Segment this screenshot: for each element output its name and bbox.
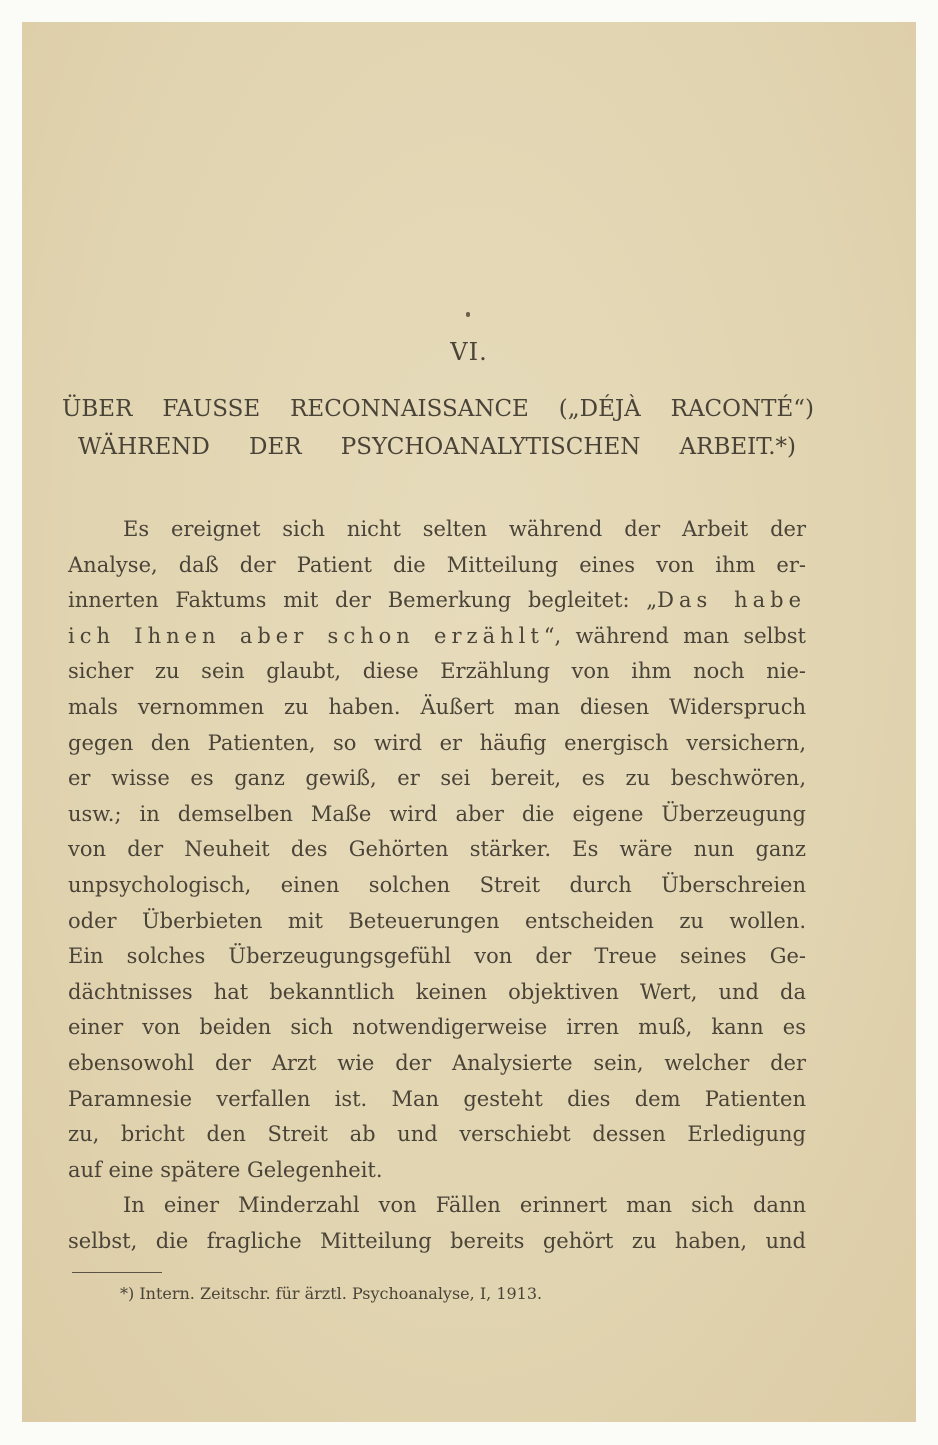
text-segment: usw.; in demselben Maße wird aber die eigene Überzeugung (68, 801, 806, 826)
footnote: *) Intern. Zeitschr. für ärztl. Psychoanalyse, I, 1913. (120, 1284, 543, 1303)
text-segment: mals vernommen zu haben. Äußert man diesen Widerspruch (68, 694, 806, 719)
ink-speck (466, 312, 470, 317)
text-segment: Paramnesie verfallen ist. Man gesteht dies dem Patienten (68, 1086, 806, 1111)
text-line (68, 548, 806, 584)
text-segment: Es ereignet sich nicht selten während der Arbeit der (123, 517, 806, 541)
text-segment: unpsychologisch, einen solchen Streit durch Überschreien (68, 872, 806, 897)
text-line (68, 904, 806, 940)
body-text (68, 512, 806, 1259)
text-line (68, 1046, 806, 1082)
text-segment: Ein solches Überzeugungsgefühl von der Treue seines Ge- (68, 944, 806, 969)
footnote-rule (72, 1272, 162, 1273)
text-line (68, 1188, 806, 1224)
text-line (68, 690, 806, 726)
text-line (68, 761, 806, 797)
text-segment: “, während man selbst (543, 623, 806, 648)
text-line (68, 975, 806, 1011)
text-segment: innerten Faktums mit der Bemerkung begleitet: „ (68, 588, 658, 613)
text-line (68, 1082, 806, 1118)
text-segment: sicher zu sein glaubt, diese Erzählung von ihm noch nie- (68, 659, 806, 684)
text-line (68, 1224, 806, 1260)
text-line (68, 868, 806, 904)
chapter-number: VI. (450, 338, 488, 366)
text-segment: Analyse, daß der Patient die Mitteilung eines von ihm er- (68, 552, 806, 577)
spaced-emphasis-text: Das habe (657, 588, 806, 613)
text-segment: dächtnisses hat bekanntlich keinen objektiven Wert, und da (68, 979, 806, 1004)
text-segment: In einer Minderzahl von Fällen erinnert man sich dann (123, 1193, 806, 1218)
text-line (68, 512, 806, 548)
text-line (68, 797, 806, 833)
text-segment: oder Überbieten mit Beteuerungen entscheiden zu wollen. (68, 908, 806, 933)
text-segment: er wisse es ganz gewiß, er sei bereit, es zu beschwören, (68, 766, 806, 791)
text-segment: von der Neuheit des Gehörten stärker. Es wäre nun ganz (68, 837, 806, 862)
text-line (68, 832, 806, 868)
text-segment: auf eine spätere Gelegenheit. (68, 1157, 383, 1182)
text-segment: selbst, die fragliche Mitteilung bereits gehört zu haben, und (68, 1228, 806, 1253)
text-line (68, 1153, 806, 1189)
book-page (22, 22, 916, 1422)
text-line (68, 1010, 806, 1046)
chapter-title-line-2: WÄHREND DER PSYCHOANALYTISCHEN ARBEIT.*) (78, 434, 796, 460)
text-line (68, 1117, 806, 1153)
text-line (68, 619, 806, 655)
spaced-emphasis-text: ich Ihnen aber schon erzählt (68, 623, 544, 648)
text-line (68, 939, 806, 975)
text-segment: zu, bricht den Streit ab und verschiebt dessen Erledigung (68, 1122, 806, 1147)
chapter-title-line-1: ÜBER FAUSSE RECONNAISSANCE („DÉJÀ RACONTÉ“) (62, 396, 814, 422)
text-segment: gegen den Patienten, so wird er häufig energisch versichern, (68, 730, 806, 755)
text-line (68, 654, 806, 690)
text-segment: ebensowohl der Arzt wie der Analysierte sein, welcher der (68, 1050, 806, 1075)
text-line (68, 726, 806, 762)
text-segment: einer von beiden sich notwendigerweise irren muß, kann es (68, 1015, 806, 1040)
text-line (68, 583, 806, 619)
